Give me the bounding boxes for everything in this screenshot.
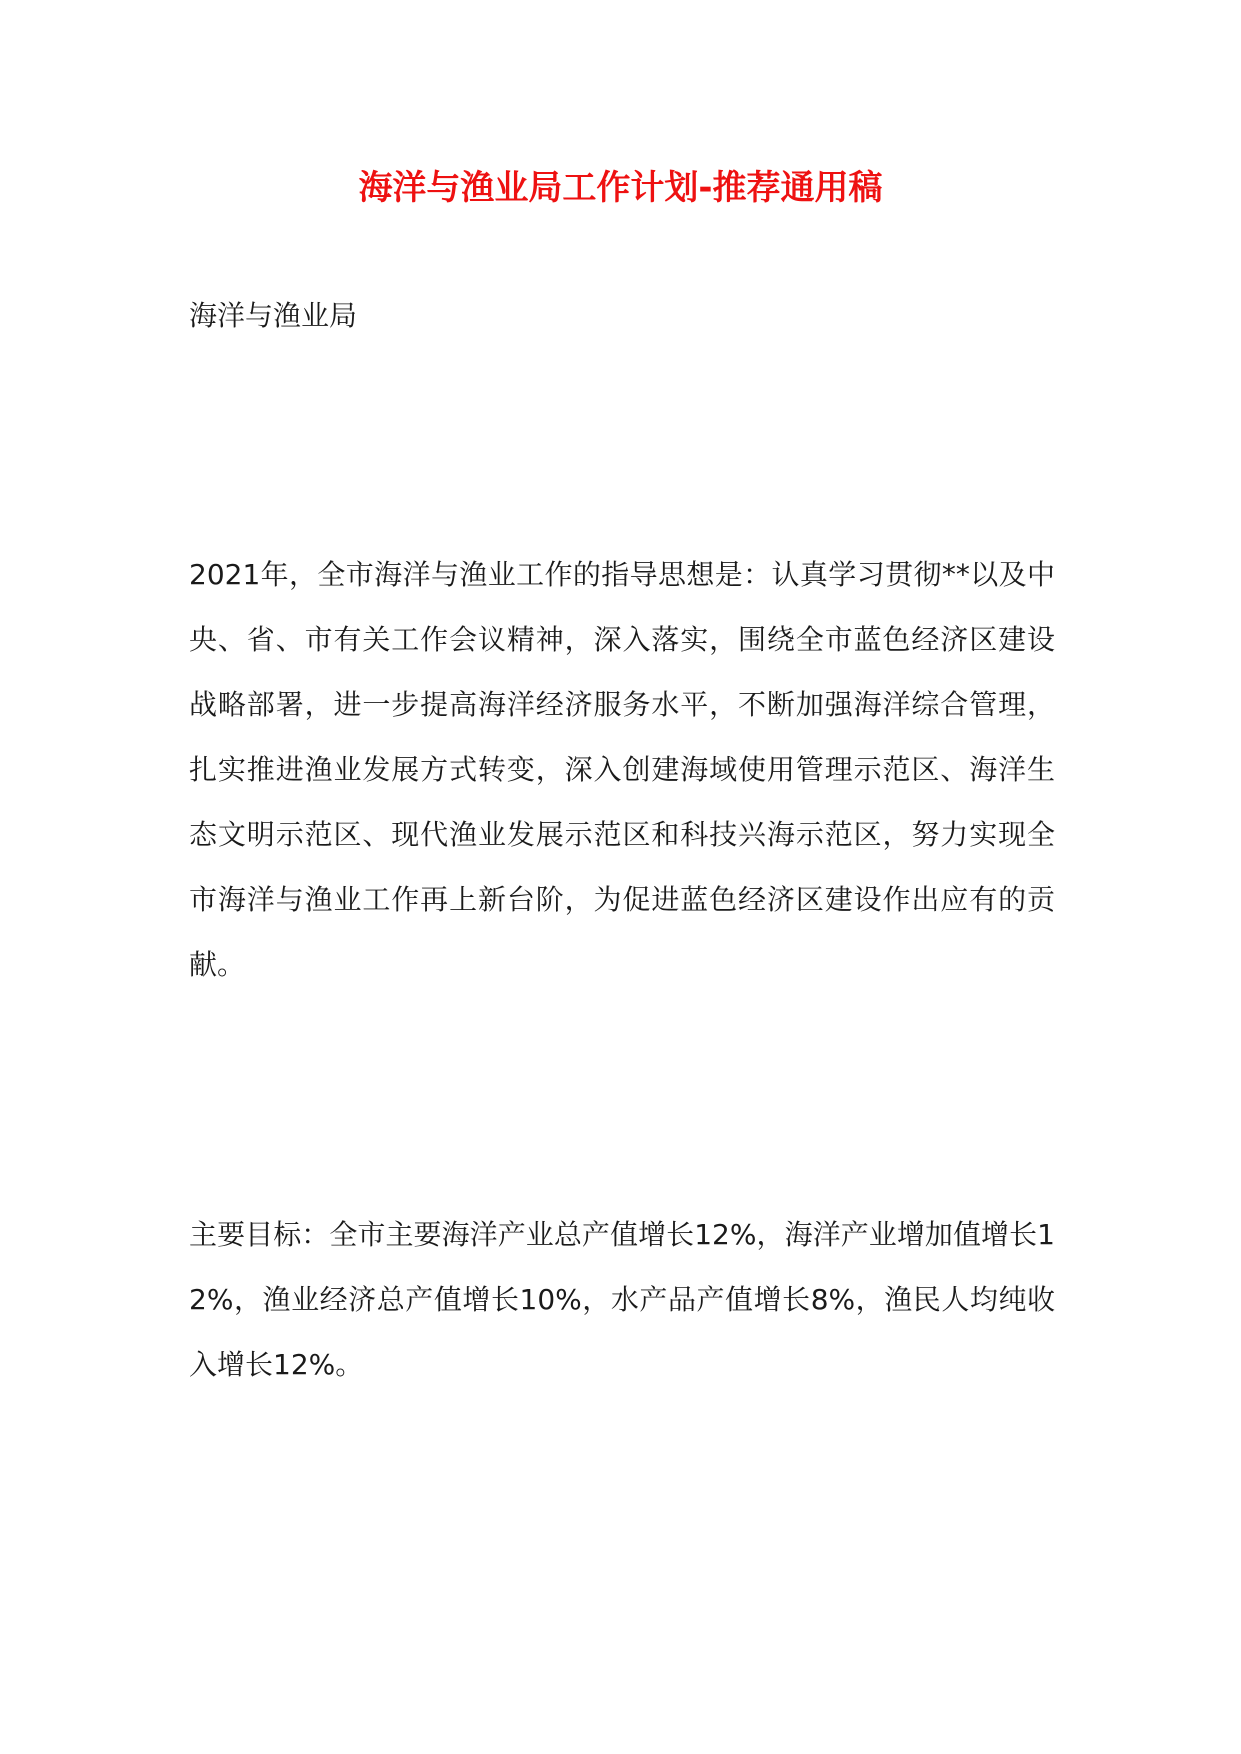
organization-name: 海洋与渔业局 — [189, 299, 358, 332]
document-title: 海洋与渔业局工作计划-推荐通用稿 — [358, 168, 883, 208]
paragraph-guiding-ideology: 2021年，全市海洋与渔业工作的指导思想是：认真学习贯彻**以及中央、省、市有关工作会议精神，深入落实，围绕全市蓝色经济区建设战略部署，进一步提高海洋经济服务水平，不断加强海洋综合管理，扎实推进渔业发展方式转变，深入创建海域使用管理示范区、海洋生态文明示范区、现代渔业发展示范区和科技兴海示范区，努力实现全市海洋与渔业工作再上新台阶，为促进蓝色经济区建设作出应有的贡献。 — [189, 558, 1055, 981]
paragraph-main-goals: 主要目标：全市主要海洋产业总产值增长12%，海洋产业增加值增长12%，渔业经济总产值增长10%，水产品产值增长8%，渔民人均纯收入增长12%。 — [189, 1218, 1055, 1381]
